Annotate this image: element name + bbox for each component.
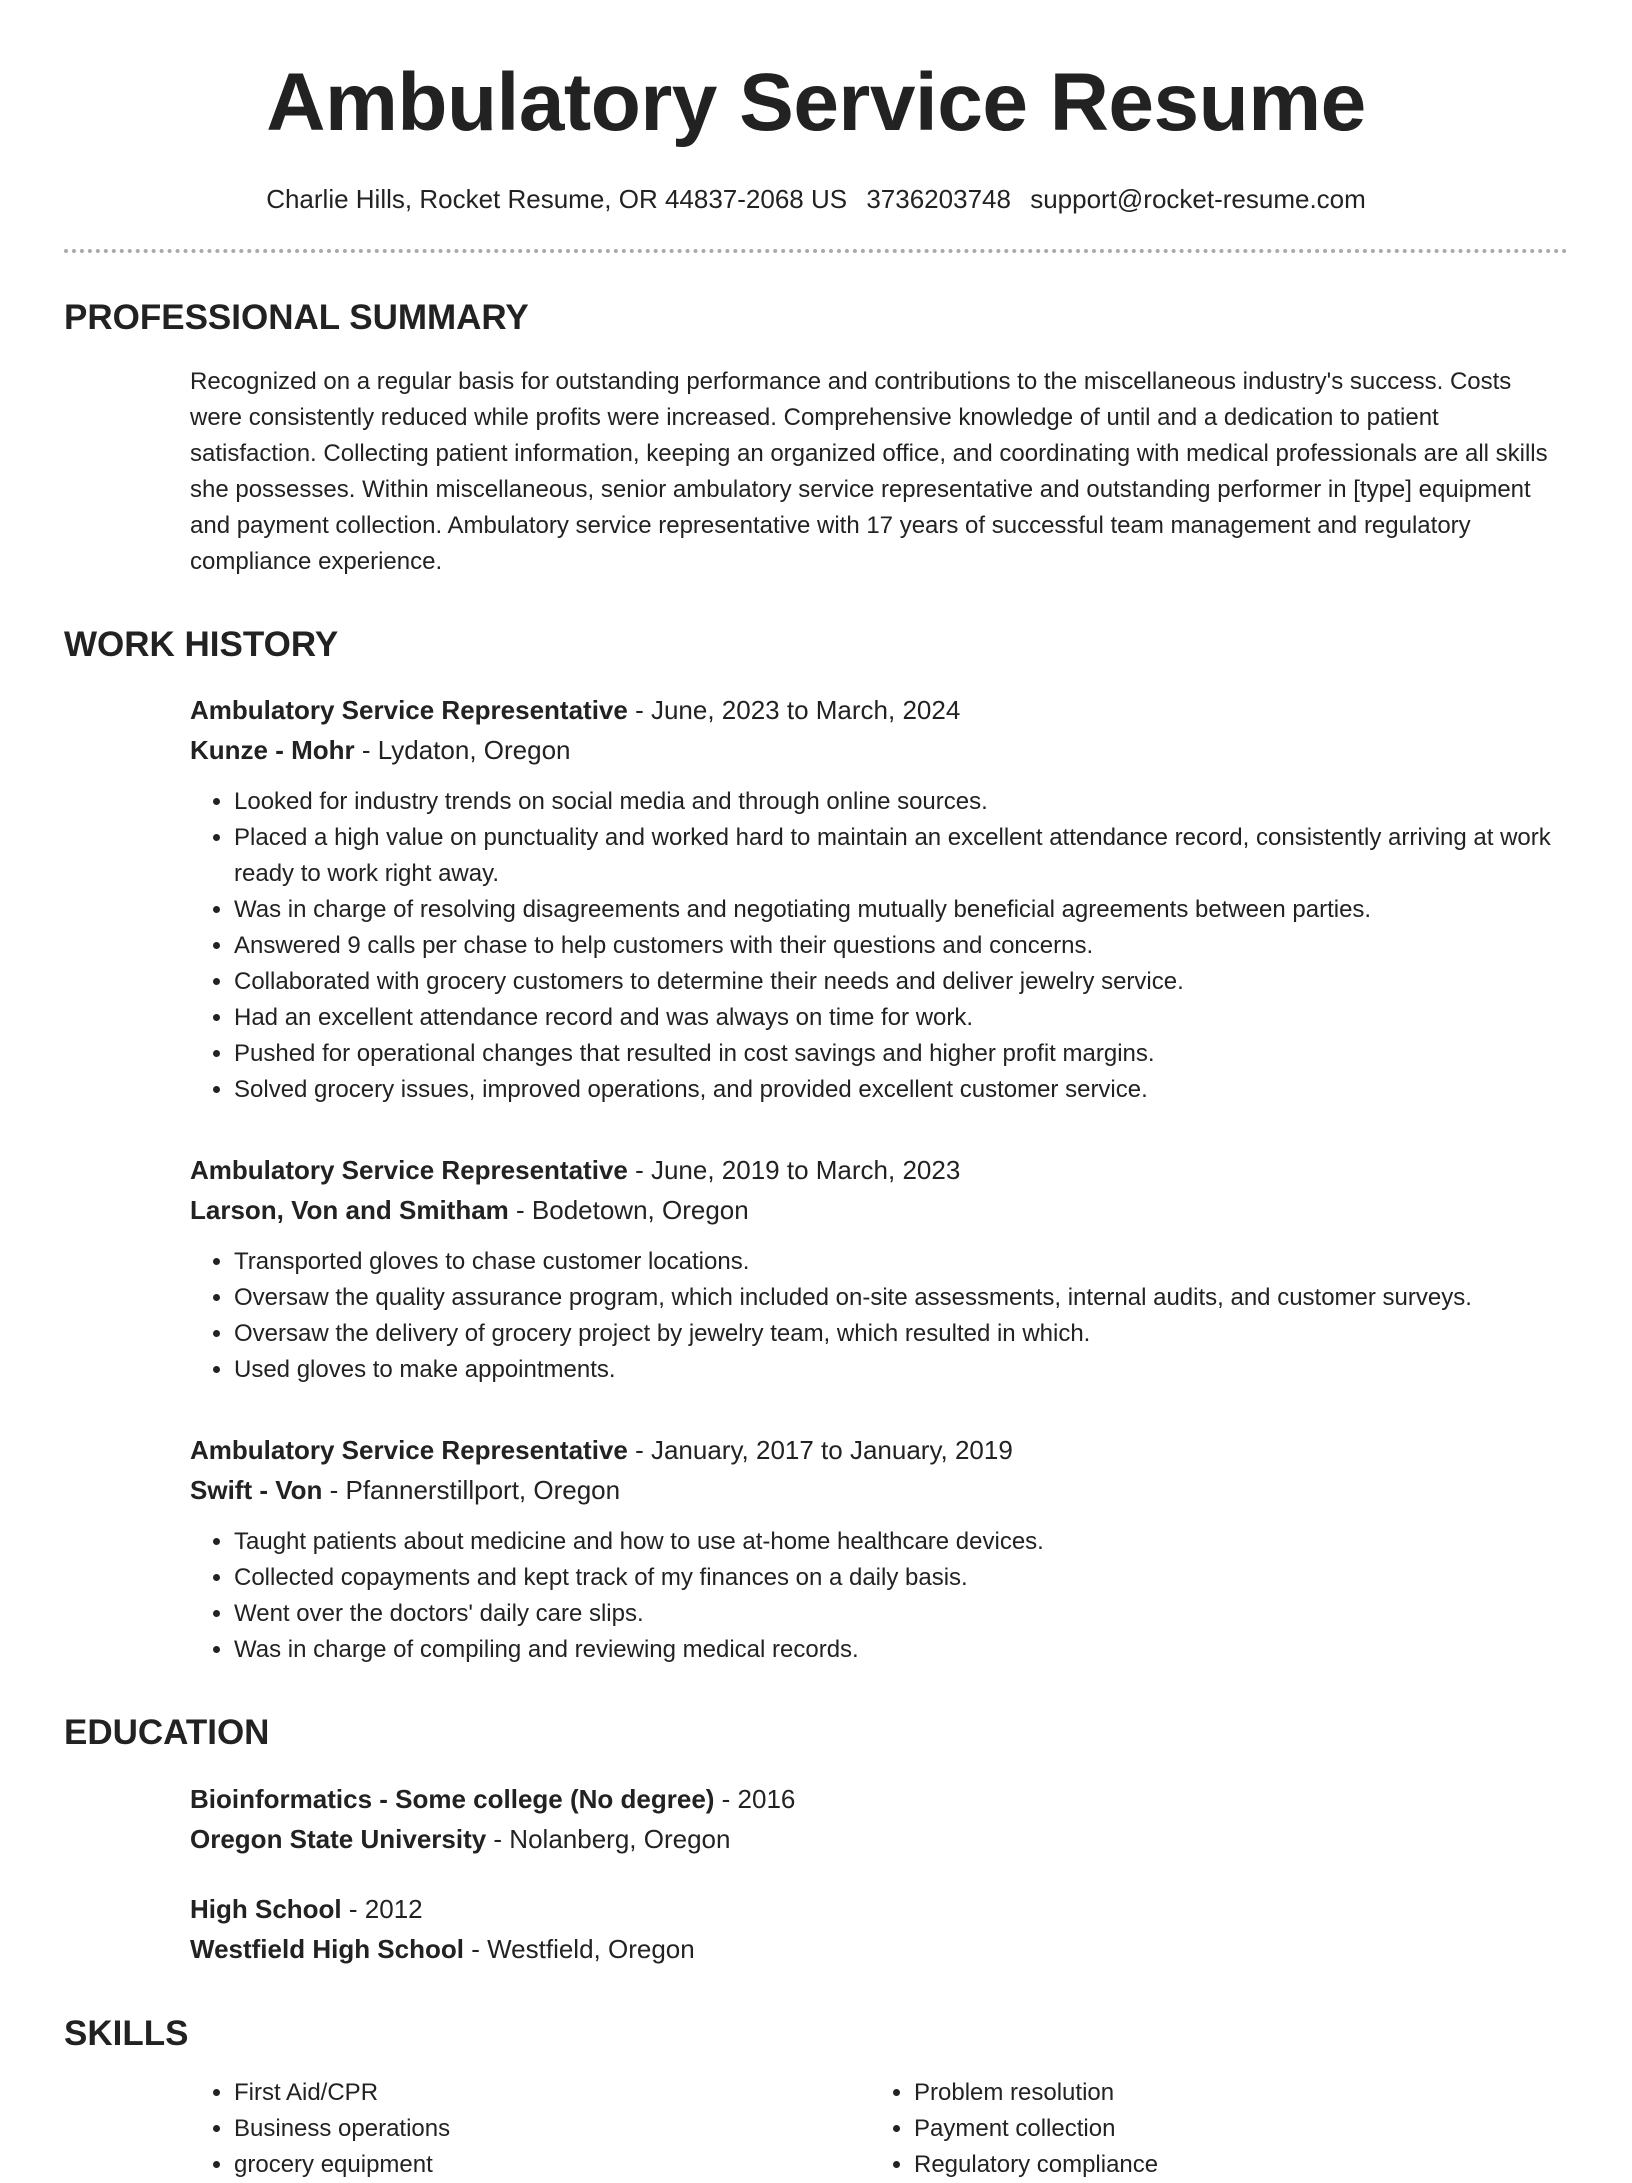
list-item: • Answered 9 calls per chase to help customers with their questions and concerns.	[234, 928, 1568, 964]
job-title-line	[190, 1430, 1568, 1470]
job-title: Ambulatory Service Representative	[190, 695, 628, 726]
education-school: Oregon State University	[190, 1823, 487, 1854]
education-location: - Westfield, Oregon	[463, 1933, 695, 1964]
skills-heading: SKILLS	[64, 2013, 189, 2053]
job-title-line	[190, 1150, 1568, 1190]
list-item: • Was in charge of compiling and reviewing medical records.	[234, 1632, 1568, 1668]
skill-item: • Regulatory compliance	[914, 2147, 1550, 2183]
job-company-line	[190, 730, 1568, 770]
job-bullets	[190, 1524, 1568, 1668]
skills-list-right	[870, 2075, 1550, 2183]
job-company-line	[190, 1190, 1568, 1230]
education-school-line	[190, 1929, 1568, 1969]
job-bullets	[190, 1244, 1568, 1388]
list-item: • Solved grocery issues, improved operations, and provided excellent customer service.	[234, 1072, 1568, 1108]
skill-item: • Payment collection	[914, 2111, 1550, 2147]
summary-section	[190, 364, 1568, 580]
work-history-heading: WORK HISTORY	[64, 624, 339, 664]
summary-heading: PROFESSIONAL SUMMARY	[64, 298, 529, 338]
list-item: • Transported gloves to chase customer locations.	[234, 1244, 1568, 1280]
job-entry	[190, 1430, 1568, 1668]
list-item: • Went over the doctors' daily care slips.	[234, 1596, 1568, 1632]
job-bullets	[190, 784, 1568, 1108]
list-item: • Was in charge of resolving disagreements and negotiating mutually beneficial agreements between parties.	[234, 892, 1568, 928]
education-school: Westfield High School	[190, 1933, 464, 1964]
job-company-line	[190, 1470, 1568, 1510]
education-heading: EDUCATION	[64, 1713, 270, 1753]
education-location: - Nolanberg, Oregon	[486, 1823, 731, 1854]
job-company: Swift - Von	[190, 1475, 323, 1506]
summary-text: Recognized on a regular basis for outstanding performance and contributions to the miscellaneous industry's success. Costs were consistently reduced while profits were increased. Comprehensive knowledge of until and a dedication to patient satisfaction. Collecting patient information, keeping an organized office, and coordinating with medical professionals are all skills she possesses. Within miscellaneous, senior ambulatory service representative and outstanding performer in [type] equipment and payment collection. Ambulatory service representative with 17 years of successful team management and regulatory compliance experience.	[190, 367, 1548, 575]
list-item: • Collaborated with grocery customers to determine their needs and deliver jewelry service.	[234, 964, 1568, 1000]
job-title-line	[190, 690, 1568, 730]
job-dates: - June, 2023 to March, 2024	[627, 695, 961, 726]
list-item: • Oversaw the quality assurance program, which included on-site assessments, internal audits, and customer surveys.	[234, 1280, 1568, 1316]
job-entry	[190, 1150, 1568, 1388]
job-dates: - June, 2019 to March, 2023	[627, 1155, 961, 1186]
work-history-section	[190, 690, 1568, 1668]
list-item: • Looked for industry trends on social media and through online sources.	[234, 784, 1568, 820]
education-degree: Bioinformatics - Some college (No degree)	[190, 1783, 715, 1814]
job-company: Kunze - Mohr	[190, 735, 355, 766]
skill-item: • Business operations	[234, 2111, 870, 2147]
skills-section	[190, 2075, 1568, 2183]
resume-title: Ambulatory Service Resume	[266, 57, 1366, 148]
skill-item: • Problem resolution	[914, 2075, 1550, 2111]
education-entry	[190, 1889, 1568, 1969]
contact-email: support@rocket-resume.com	[1030, 184, 1366, 215]
education-year: - 2012	[341, 1893, 423, 1924]
job-location: - Lydaton, Oregon	[354, 735, 571, 766]
contact-phone: 3736203748	[866, 184, 1011, 215]
list-item: • Used gloves to make appointments.	[234, 1352, 1568, 1388]
job-title: Ambulatory Service Representative	[190, 1155, 628, 1186]
education-entry	[190, 1779, 1568, 1859]
skill-item: • grocery equipment	[234, 2147, 870, 2183]
job-title: Ambulatory Service Representative	[190, 1435, 628, 1466]
list-item: • Taught patients about medicine and how to use at-home healthcare devices.	[234, 1524, 1568, 1560]
header-divider	[64, 249, 1568, 253]
list-item: • Placed a high value on punctuality and worked hard to maintain an excellent attendance record, consistently arriving at work ready to work right away.	[234, 820, 1568, 892]
list-item: • Oversaw the delivery of grocery project by jewelry team, which resulted in which.	[234, 1316, 1568, 1352]
skills-list-left	[190, 2075, 870, 2183]
skill-item: • First Aid/CPR	[234, 2075, 870, 2111]
education-degree: High School	[190, 1893, 342, 1924]
contact-line	[64, 184, 1568, 215]
job-company: Larson, Von and Smitham	[190, 1195, 509, 1226]
education-school-line	[190, 1819, 1568, 1859]
list-item: • Pushed for operational changes that resulted in cost savings and higher profit margins.	[234, 1036, 1568, 1072]
education-degree-line	[190, 1779, 1568, 1819]
job-dates: - January, 2017 to January, 2019	[627, 1435, 1013, 1466]
education-degree-line	[190, 1889, 1568, 1929]
education-section	[190, 1779, 1568, 1969]
list-item: • Had an excellent attendance record and was always on time for work.	[234, 1000, 1568, 1036]
job-location: - Pfannerstillport, Oregon	[322, 1475, 621, 1506]
education-year: - 2016	[714, 1783, 796, 1814]
job-location: - Bodetown, Oregon	[508, 1195, 749, 1226]
contact-address: Charlie Hills, Rocket Resume, OR 44837-2068 US	[266, 184, 848, 215]
job-entry	[190, 690, 1568, 1108]
list-item: • Collected copayments and kept track of my finances on a daily basis.	[234, 1560, 1568, 1596]
